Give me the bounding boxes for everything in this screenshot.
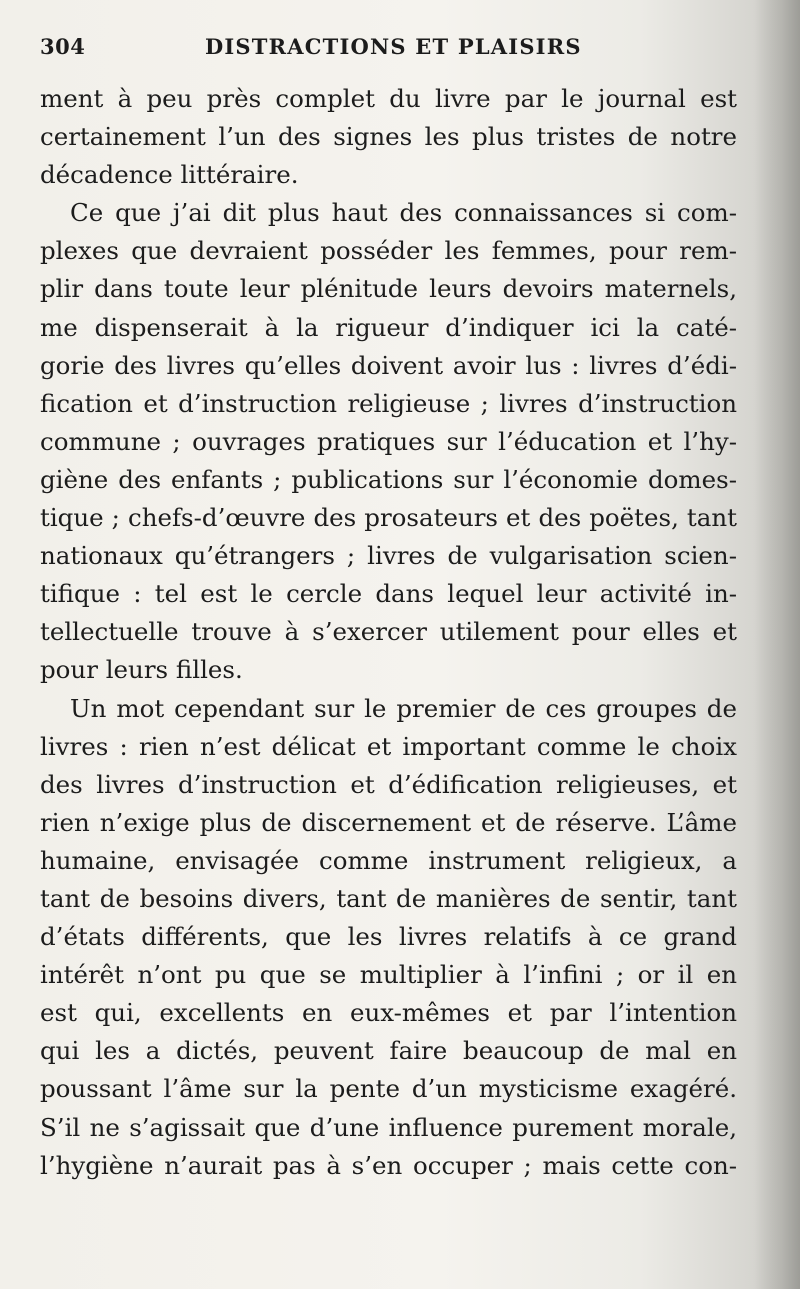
text-line: pour leurs filles.: [40, 655, 243, 685]
text-line: poussant l’âme sur la pente d’un mysticisme exagéré.: [40, 1074, 737, 1104]
body-text: [40, 80, 737, 1185]
text-line: tique ; chefs-d’œuvre des prosateurs et des poëtes, tant: [40, 503, 737, 533]
text-line: humaine, envisagée comme instrument religieux, a: [40, 845, 737, 875]
text-line: l’hygiène n’aurait pas à s’en occuper ; mais cette con-: [40, 1150, 737, 1180]
page-edge-shadow: [755, 0, 800, 1289]
text-line: S’il ne s’agissait que d’une influence purement morale,: [40, 1112, 737, 1142]
page-number: 304: [40, 34, 86, 59]
text-line: rien n’exige plus de discernement et de réserve. L’âme: [40, 807, 737, 837]
text-line: commune ; ouvrages pratiques sur l’éducation et l’hy-: [40, 426, 737, 456]
text-line: tant de besoins divers, tant de manières de sentir, tant: [40, 883, 737, 913]
text-line: est qui, excellents en eux-mêmes et par l’intention: [40, 998, 737, 1028]
paragraph-start-line: Ce que j’ai dit plus haut des connaissances si com-: [70, 198, 737, 228]
text-line: plir dans toute leur plénitude leurs devoirs maternels,: [40, 274, 737, 304]
page-header: [40, 30, 740, 70]
text-line: tifique : tel est le cercle dans lequel leur activité in-: [40, 579, 737, 609]
text-line: qui les a dictés, peuvent faire beaucoup de mal en: [40, 1036, 737, 1066]
text-line: décadence littéraire.: [40, 160, 299, 190]
text-line: d’états différents, que les livres relatifs à ce grand: [40, 922, 737, 952]
text-line: ment à peu près complet du livre par le journal est: [40, 84, 737, 113]
text-line: me dispenserait à la rigueur d’indiquer ici la caté-: [40, 312, 737, 342]
running-head: DISTRACTIONS ET PLAISIRS: [205, 34, 582, 59]
text-line: plexes que devraient posséder les femmes, pour rem-: [40, 236, 737, 266]
text-line: des livres d’instruction et d’édification religieuses, et: [40, 769, 737, 799]
text-line: nationaux qu’étrangers ; livres de vulgarisation scien-: [40, 541, 737, 571]
text-line: giène des enfants ; publications sur l’économie domes-: [40, 464, 737, 494]
text-line: fication et d’instruction religieuse ; livres d’instruction: [40, 388, 737, 418]
text-line: livres : rien n’est délicat et important comme le choix: [40, 731, 737, 761]
text-line: intérêt n’ont pu que se multiplier à l’infini ; or il en: [40, 960, 737, 990]
text-line: certainement l’un des signes les plus tristes de notre: [40, 122, 737, 152]
text-line: gorie des livres qu’elles doivent avoir lus : livres d’édi-: [40, 350, 737, 380]
paragraph-start-line: Un mot cependant sur le premier de ces groupes de: [70, 693, 737, 723]
text-line: tellectuelle trouve à s’exercer utilement pour elles et: [40, 617, 737, 647]
